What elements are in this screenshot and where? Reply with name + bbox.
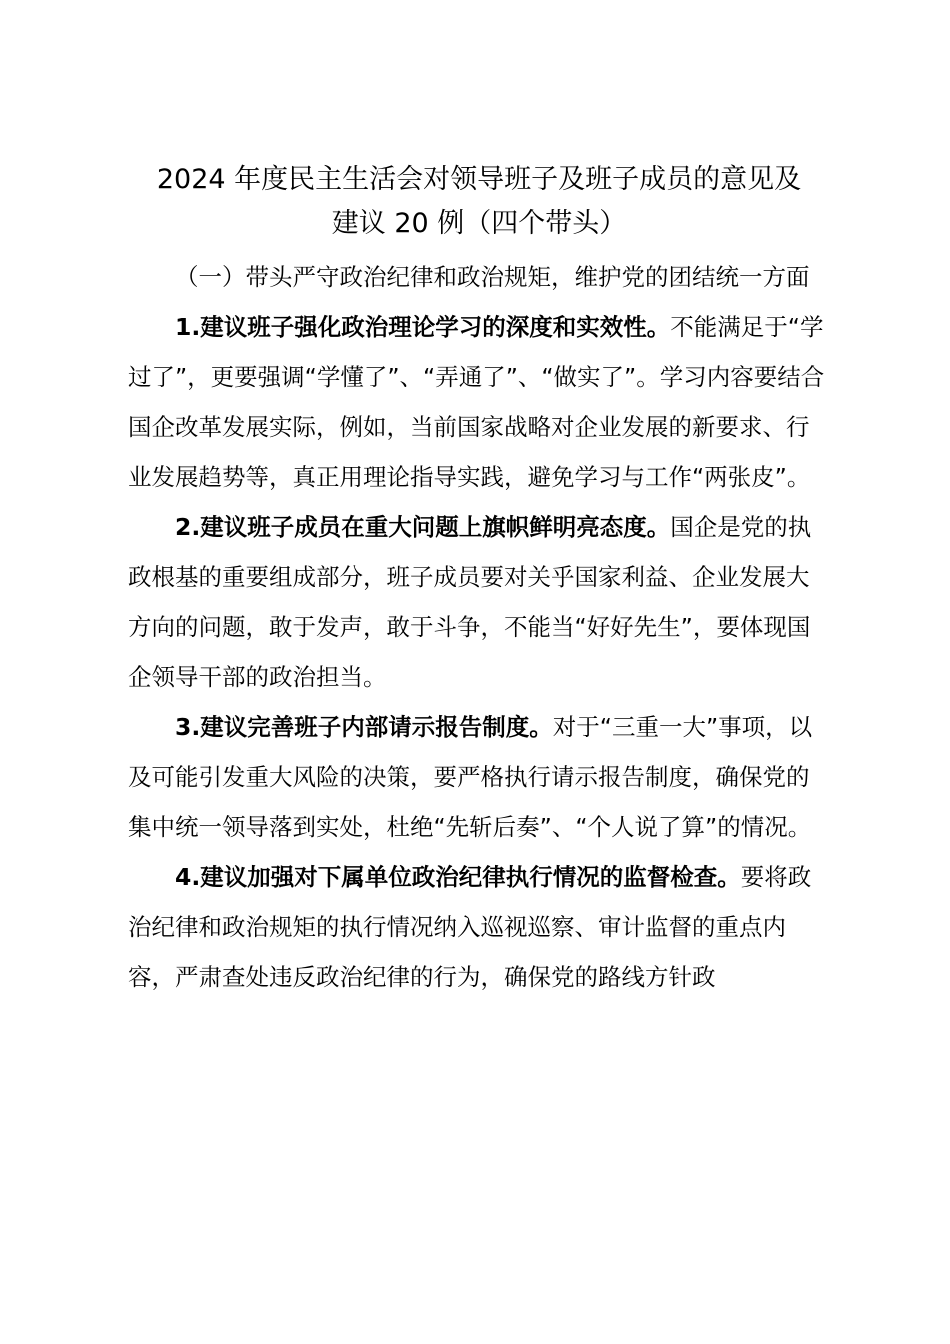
suggestion-body: 对于“三重一大”事项，以及可能引发重大风险的决策，要严格执行请示报告制度，确保党的集中统一领导落到实处，杜绝“先斩后奏”、“个人说了算”的情况。 xyxy=(128,713,813,841)
suggestion-item-2 xyxy=(128,502,830,702)
document-page xyxy=(128,158,830,1002)
suggestion-item-4 xyxy=(128,852,830,1002)
suggestion-body: 国企是党的执政根基的重要组成部分，班子成员要对关乎国家利益、企业发展大方向的问题，敢于发声，敢于斗争，不能当“好好先生”，要体现国企领导干部的政治担当。 xyxy=(128,513,812,691)
title-line-1: 2024 年度民主生活会对领导班子及班子成员的意见及 xyxy=(156,164,802,195)
suggestion-item-3 xyxy=(128,702,830,852)
document-title xyxy=(128,158,830,246)
suggestion-lead: 1.建议班子强化政治理论学习的深度和实效性。 xyxy=(175,313,671,341)
suggestion-item-1 xyxy=(128,302,830,502)
title-line-2: 建议 20 例（四个带头） xyxy=(331,208,627,239)
suggestion-lead: 4.建议加强对下属单位政治纪律执行情况的监督检查。 xyxy=(175,863,741,891)
suggestion-body: 不能满足于“学过了”，更要强调“学懂了”、“弄通了”、“做实了”。学习内容要结合国企改革发展实际，例如，当前国家战略对企业发展的新要求、行业发展趋势等，真正用理论指导实践，避免学习与工作“两张皮”。 xyxy=(128,313,825,491)
suggestion-lead: 3.建议完善班子内部请示报告制度。 xyxy=(175,713,553,741)
section-heading: （一）带头严守政治纪律和政治规矩，维护党的团结统一方面 xyxy=(175,263,810,291)
suggestion-body: 要将政治纪律和政治规矩的执行情况纳入巡视巡察、审计监督的重点内容，严肃查处违反政治纪律的行为，确保党的路线方针政 xyxy=(128,863,812,991)
suggestion-lead: 2.建议班子成员在重大问题上旗帜鲜明亮态度。 xyxy=(175,513,671,541)
